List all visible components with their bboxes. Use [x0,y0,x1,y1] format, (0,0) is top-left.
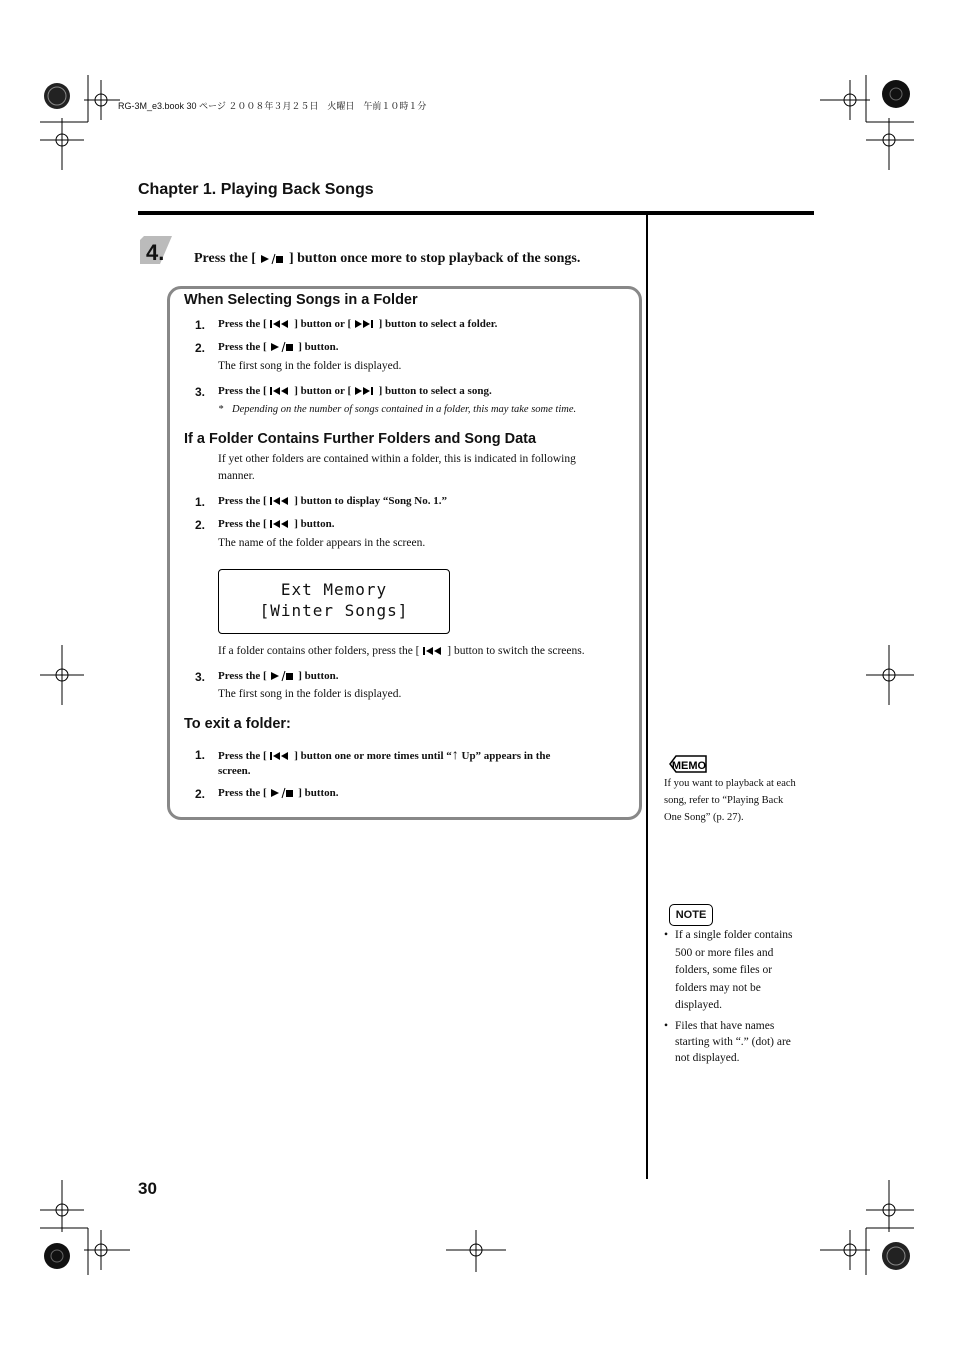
list-item-description: The name of the folder appears in the screen. [218,537,426,549]
chapter-title: Chapter 1. Playing Back Songs [138,181,374,198]
note-item-2: Files that have names starting with “.” (dot) are not displayed. [675,1020,791,1064]
section-heading-select-folder: When Selecting Songs in a Folder [184,292,418,308]
note-bullet: • [664,929,669,941]
list-item-continued: screen. [218,765,251,777]
list-item-description: The first song in the folder is displayed. [218,688,402,700]
list-number: 2. [195,787,206,801]
memo-label: MEMO [671,760,707,772]
note-label: NOTE [669,904,713,926]
previous-icon [269,496,291,506]
list-number: 2. [195,341,206,355]
list-item: Press the [ ] button to display “Song No. 1.” [218,495,448,507]
footnote-text: Depending on the number of songs contained in a folder, this may take some time. [232,404,577,415]
section-heading-nested-folders: If a Folder Contains Further Folders and Song Data [184,431,537,447]
switch-screens-text: If a folder contains other folders, press the [ ] button to switch the screens. [218,645,585,657]
note-item-1: If a single folder contains 500 or more files and folders, some files or folders may not be displayed. [675,929,793,1011]
list-number: 2. [195,518,206,532]
header-rule [138,211,814,215]
list-item: Press the [ ] button. [218,670,339,682]
play-stop-icon [269,341,295,353]
page-number: 30 [138,1179,157,1198]
lcd-line-2: [Winter Songs] [259,601,409,620]
memo-text: If you want to playback at each song, refer to “Playing Back One Song” (p. 27). [664,778,796,823]
previous-icon [269,386,291,396]
list-item-description: The first song in the folder is displayed. [218,360,402,372]
list-number: 1. [195,318,206,332]
previous-icon [269,751,291,761]
list-number: 3. [195,385,206,399]
play-stop-icon [269,787,295,799]
section-heading-exit-folder: To exit a folder: [184,716,291,732]
next-icon [354,319,376,329]
list-item: Press the [ ] button or [ ] button to select a song. [218,385,492,397]
previous-icon [269,319,291,329]
up-arrow-icon: ↑ [451,748,459,763]
column-divider [646,215,648,1179]
file-header: RG-3M_e3.book 30 ページ ２００８年３月２５日 火曜日 午前１０時１分 [118,101,427,111]
step-instruction: Press the [ ] button once more to stop playback of the songs. [194,251,581,266]
step-number: 4. [146,240,165,265]
play-stop-icon [259,253,285,265]
list-number: 1. [195,495,206,509]
list-item: Press the [ ] button. [218,787,339,799]
list-number: 3. [195,670,206,684]
next-icon [354,386,376,396]
previous-icon [269,519,291,529]
list-item: Press the [ ] button. [218,341,339,353]
note-bullet: • [664,1020,669,1032]
list-number: 1. [195,748,206,762]
previous-icon [422,646,444,656]
list-item: Press the [ ] button or [ ] button to select a folder. [218,318,498,330]
lcd-line-1: Ext Memory [280,580,388,599]
play-stop-icon [269,670,295,682]
section-intro: manner. [218,470,255,482]
footnote-star: * [218,404,224,415]
list-item: Press the [ ] button one or more times until “↑ Up” appears in the [218,748,551,763]
lcd-screen [218,569,450,634]
memo-icon [666,754,710,774]
section-intro: If yet other folders are contained within a folder, this is indicated in following [218,453,576,465]
list-item: Press the [ ] button. [218,518,335,530]
